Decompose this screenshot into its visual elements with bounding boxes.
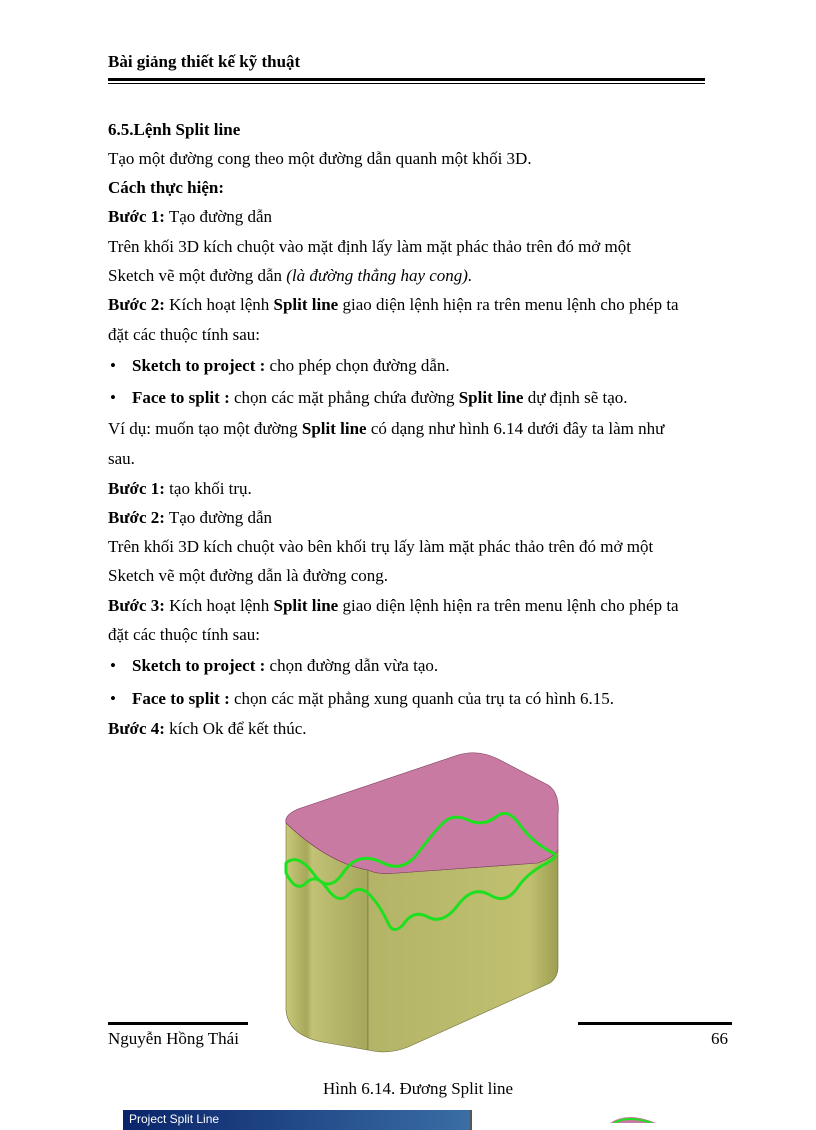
command-name: Split line — [273, 295, 339, 314]
text: dự định sẽ tạo. — [523, 388, 628, 407]
section-heading: 6.5.Lệnh Split line — [108, 120, 241, 139]
step-label: Bước 4: — [108, 719, 165, 738]
second-figure-top — [608, 1113, 658, 1123]
paragraph-line: Trên khối 3D kích chuột vào mặt định lấy làm mặt phác thảo trên đó mở một — [108, 237, 631, 256]
bullet-item — [132, 656, 438, 676]
text: giao diện lệnh hiện ra trên menu lệnh cho phép ta — [338, 596, 679, 615]
front-face — [368, 850, 558, 1052]
figure-caption: Hình 6.14. Đương Split line — [323, 1079, 514, 1098]
bullet-item — [132, 689, 614, 709]
bullet-text: chọn các mặt phẳng xung quanh của trụ ta có hình 6.15. — [229, 689, 615, 708]
bullet-label: Sketch to project : — [132, 356, 266, 375]
text: chọn các mặt phẳng chứa đường — [229, 388, 459, 407]
step-label: Bước 2: — [108, 508, 165, 527]
text: Kích hoạt lệnh — [164, 295, 274, 314]
step2-line — [108, 295, 679, 315]
header-rule-thick — [108, 78, 705, 81]
paragraph-line — [108, 266, 472, 286]
step-text: Tạo đường dẫn — [164, 207, 273, 226]
header-rule-thin — [108, 83, 705, 84]
footer-rule-left — [108, 1022, 248, 1025]
bullet-item — [132, 356, 450, 376]
step-label: Bước 3: — [108, 596, 165, 615]
step2b-line — [108, 508, 272, 528]
italic-text: (là đường thẳng hay cong). — [286, 266, 473, 285]
how-to-label: Cách thực hiện: — [108, 178, 224, 197]
text: Tạo đường dẫn — [164, 508, 273, 527]
step4-line — [108, 719, 307, 739]
page-number: 66 — [711, 1029, 728, 1048]
text: có dạng như hình 6.14 dưới đây ta làm như — [366, 419, 665, 438]
command-name: Split line — [458, 388, 524, 407]
step1-line — [108, 207, 272, 227]
text: tạo khối trụ. — [164, 479, 252, 498]
text: Kích hoạt lệnh — [164, 596, 274, 615]
paragraph-line: Sketch vẽ một đường dẫn là đường cong. — [108, 566, 389, 585]
step1b-line — [108, 479, 252, 499]
text: kích Ok để kết thúc. — [164, 719, 307, 738]
step-label: Bước 2: — [108, 295, 165, 314]
bullet-dot: • — [110, 388, 116, 407]
bullet-dot: • — [110, 356, 116, 375]
command-name: Split line — [301, 419, 367, 438]
command-name: Split line — [273, 596, 339, 615]
bullet-label: Sketch to project : — [132, 656, 266, 675]
dialog-titlebar: Project Split Line — [123, 1110, 472, 1130]
header-title: Bài giảng thiết kế kỹ thuật — [108, 52, 301, 71]
bullet-dot: • — [110, 656, 116, 675]
paragraph-line: đặt các thuộc tính sau: — [108, 325, 261, 344]
bullet-label: Face to split : — [132, 388, 230, 407]
example-line — [108, 419, 664, 439]
bullet-dot: • — [110, 689, 116, 708]
footer-rule-right — [578, 1022, 732, 1025]
intro-text: Tạo một đường cong theo một đường dẫn quanh một khối 3D. — [108, 149, 532, 168]
bullet-item — [132, 388, 628, 408]
figure-3d-block — [268, 745, 568, 1060]
text: Sketch vẽ một đường dẫn — [108, 266, 287, 285]
footer-author: Nguyễn Hồng Thái — [108, 1029, 239, 1048]
bullet-text: cho phép chọn đường dẫn. — [265, 356, 450, 375]
bullet-label: Face to split : — [132, 689, 230, 708]
step3-line — [108, 596, 679, 616]
text: giao diện lệnh hiện ra trên menu lệnh cho phép ta — [338, 295, 679, 314]
text: Ví dụ: muốn tạo một đường — [108, 419, 302, 438]
step-label: Bước 1: — [108, 479, 165, 498]
bullet-text: chọn đường dẫn vừa tạo. — [265, 656, 439, 675]
paragraph-line: Trên khối 3D kích chuột vào bên khối trụ lấy làm mặt phác thảo trên đó mở một — [108, 537, 654, 556]
step-label: Bước 1: — [108, 207, 165, 226]
paragraph-line: đặt các thuộc tính sau: — [108, 625, 261, 644]
paragraph-line: sau. — [108, 449, 135, 468]
